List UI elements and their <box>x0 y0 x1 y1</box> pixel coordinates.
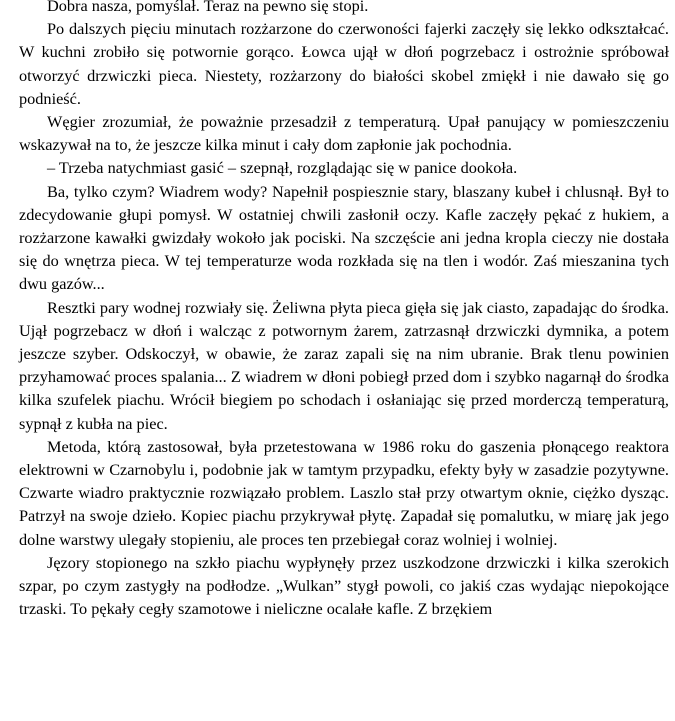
paragraph-7: Metoda, którą zastosował, była przetestowana w 1986 roku do gaszenia płonącego reaktora elektrowni w Czarnobylu i, podobnie jak w tamtym przypadku, efekty były w zasadzie pozytywne. Czwarte wiadro praktycznie rozwiązało problem. Laszlo stał przy otwartym oknie, ciężko dysząc. Patrzył na swoje dzieło. Kopiec piachu przykrywał płytę. Zapadał się pomalutku, w miarę jak jego dolne warstwy ulegały stopieniu, ale proces ten przebiegał coraz wolniej i wolniej. <box>19 436 669 549</box>
paragraph-2: Po dalszych pięciu minutach rozżarzone do czerwoności fajerki zaczęły się lekko odkształcać. W kuchni zrobiło się potwornie gorąco. Łowca ujął w dłoń pogrzebacz i ostrożnie spróbował otworzyć drzwiczki pieca. Niestety, rozżarzony do białości skobel zmiękł i nie dawało się go podnieść. <box>19 19 669 108</box>
paragraph-8: Jęzory stopionego na szkło piachu wypłynęły przez uszkodzone drzwiczki i kilka szerokich szpar, po czym zastygły na podłodze. „Wulkan” stygł powoli, co jakiś czas wydając niepokojące trzaski. To pękały cegły szamotowe i nieliczne ocalałe kafle. Z brzękiem <box>19 552 669 619</box>
paragraph-3: Węgier zrozumiał, że poważnie przesadził z temperaturą. Upał panujący w pomieszczeniu wskazywał na to, że jeszcze kilka minut i cały dom zapłonie jak pochodnia. <box>19 112 669 155</box>
document-page <box>19 0 669 620</box>
paragraph-6: Resztki pary wodnej rozwiały się. Żeliwna płyta pieca gięła się jak ciasto, zapadając do środka. Ujął pogrzebacz w dłoń i walcząc z potwornym żarem, zatrzasnął drzwiczki dymnika, a potem jeszcze szyber. Odskoczył, w obawie, że zaraz zapali się na nim ubranie. Brak tlenu powinien przyhamować proces spalania... Z wiadrem w dłoni pobiegł przed dom i szybko nagarnął do środka kilka szufelek piachu. Wrócił biegiem po schodach i osłaniając się przed morderczą temperaturą, sypnął z kubła na piec. <box>19 297 669 433</box>
paragraph-1: Dobra nasza, pomyślał. Teraz na pewno się stopi. <box>47 0 369 15</box>
paragraph-5: Ba, tylko czym? Wiadrem wody? Napełnił pospiesznie stary, blaszany kubeł i chlusnął. Był to zdecydowanie głupi pomysł. W ostatniej chwili zasłonił oczy. Kafle zaczęły pękać z hukiem, a rozżarzone kawałki gwizdały wokoło jak pociski. Na szczęście ani jedna kropla cieczy nie dostała się do wnętrza pieca. W tej temperaturze woda rozkłada się na tlen i wodór. Zaś mieszanina tych dwu gazów... <box>19 181 669 294</box>
paragraph-4: – Trzeba natychmiast gasić – szepnął, rozglądając się w panice dookoła. <box>47 158 518 178</box>
